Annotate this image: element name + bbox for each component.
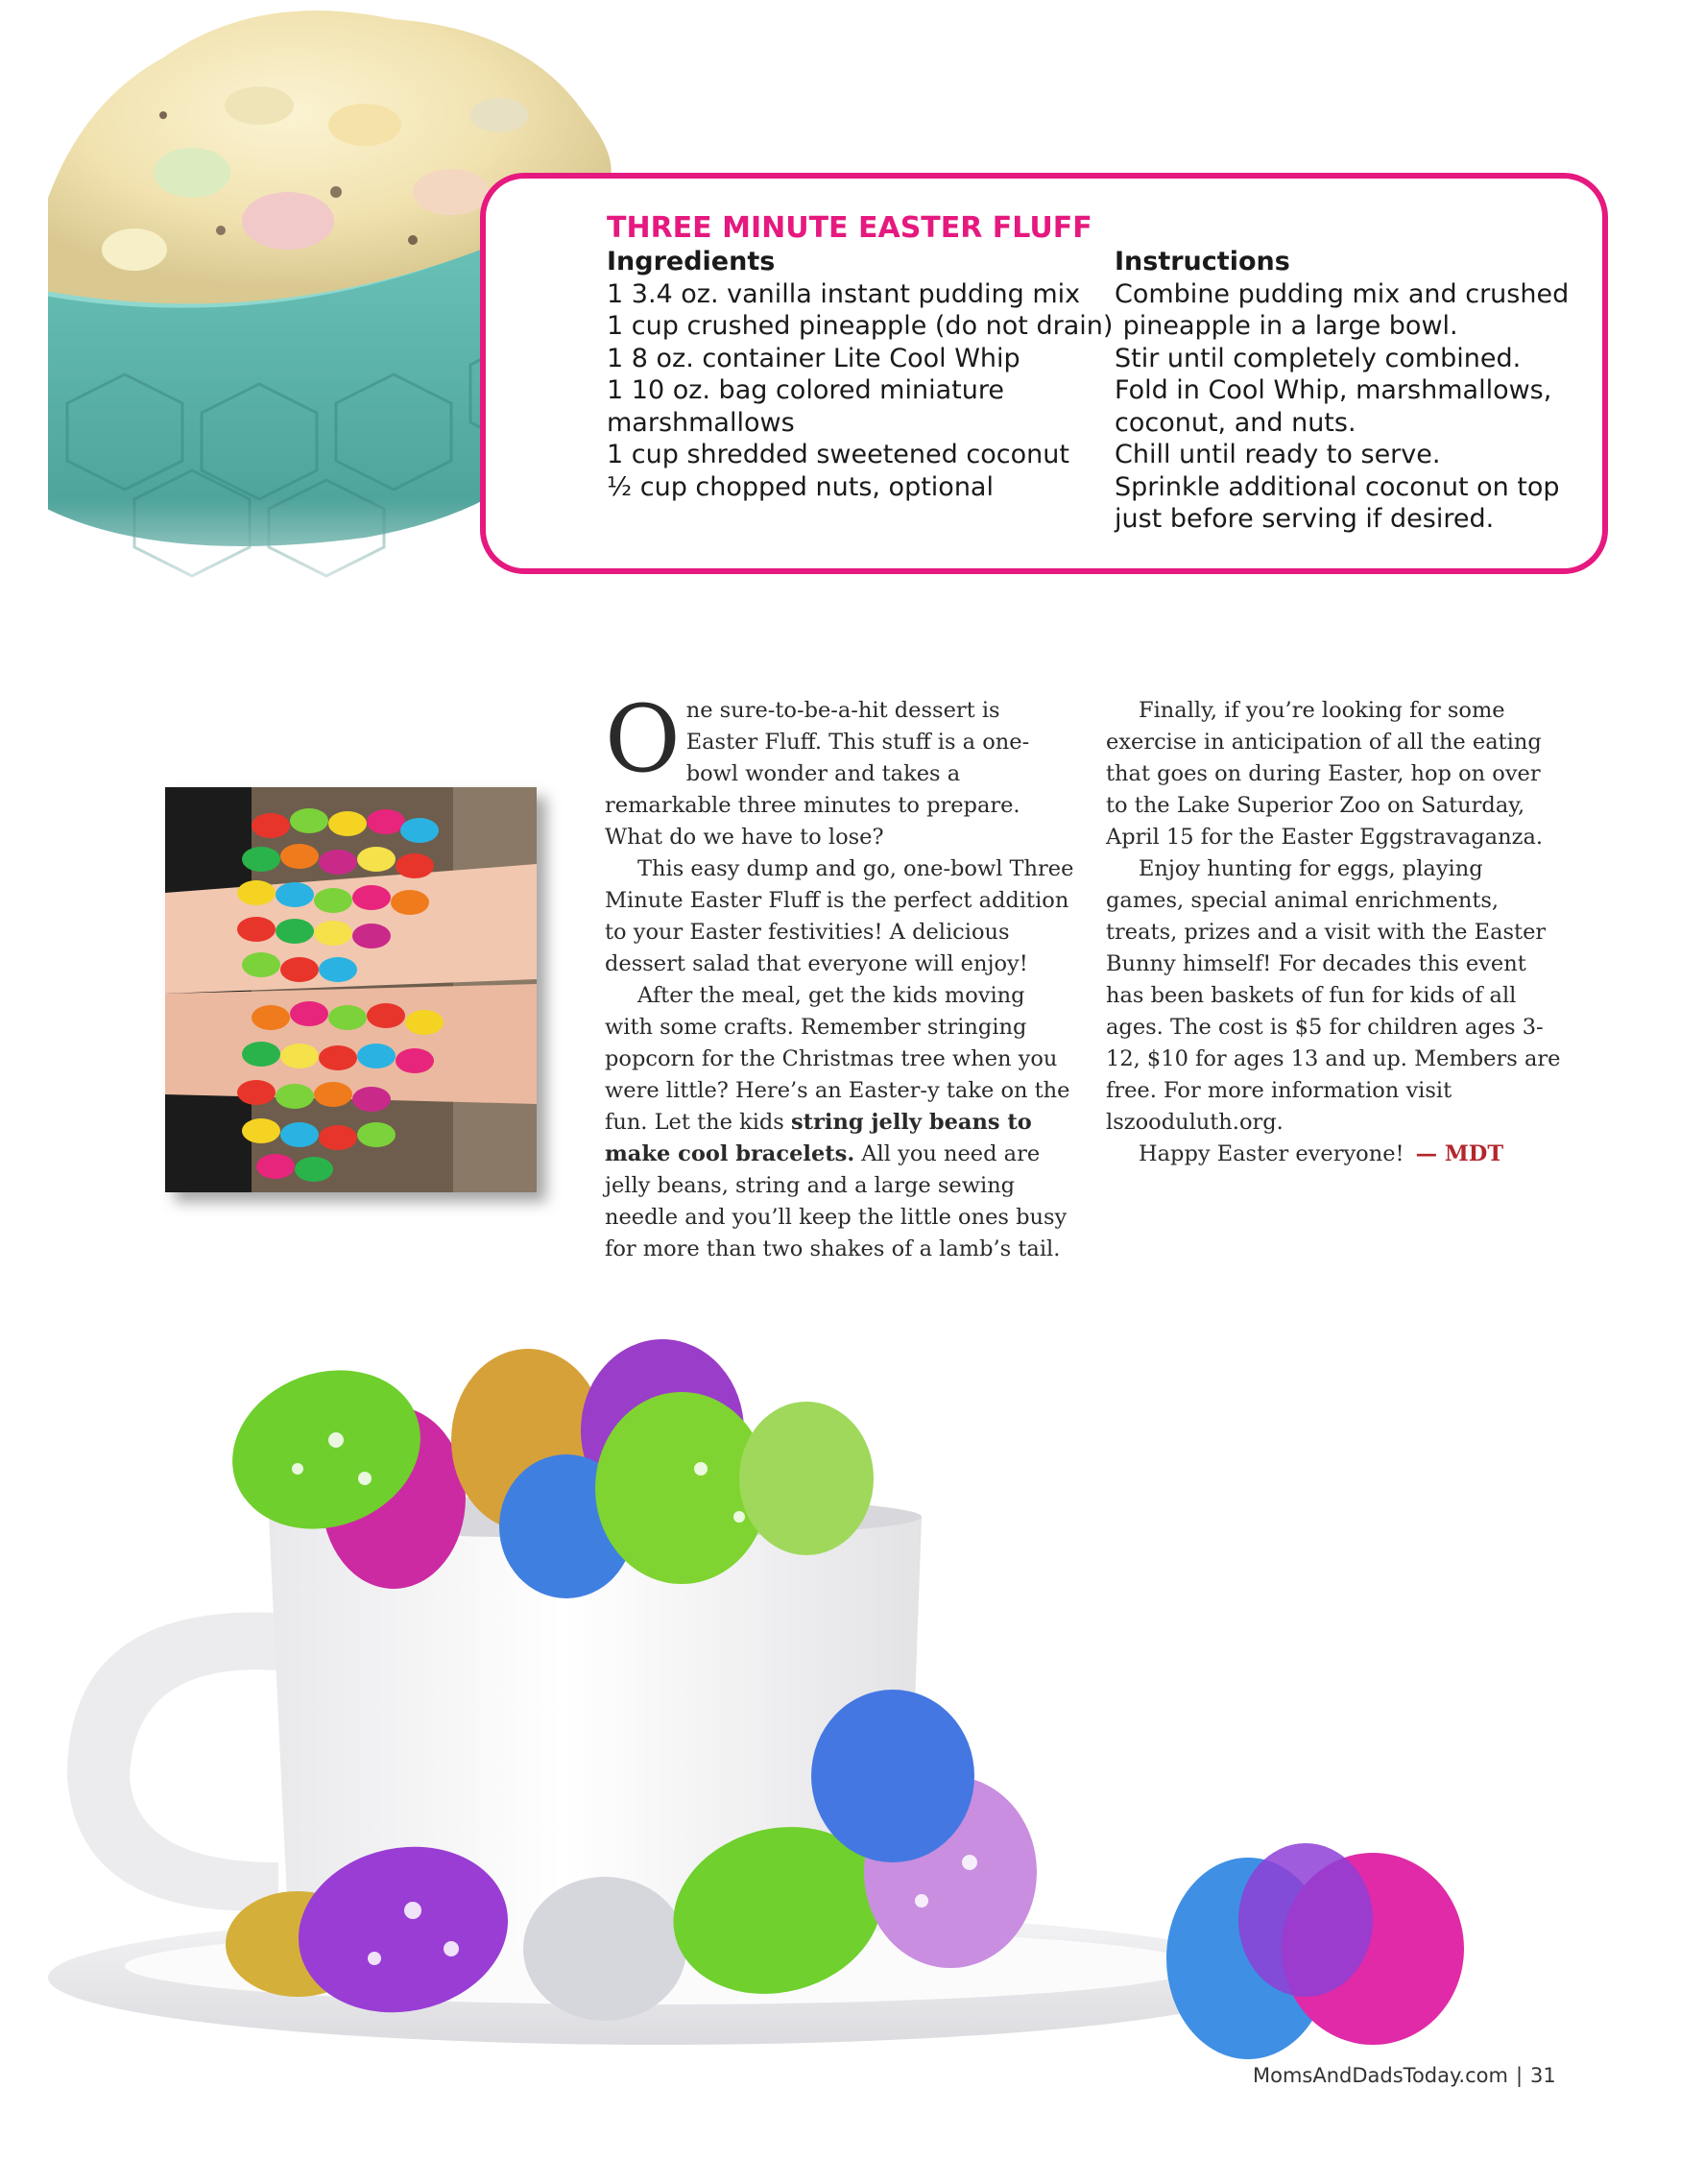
- article-column-2: [1106, 695, 1567, 1170]
- page-number: 31: [1530, 2064, 1556, 2087]
- article-paragraph: This easy dump and go, one-bowl Three Minute Easter Fluff is the perfect addition to your Easter festivities! A delicious dessert salad that everyone will enjoy!: [605, 856, 1074, 976]
- article-paragraph: [605, 685, 1075, 853]
- recipe-title: THREE MINUTE EASTER FLUFF: [607, 211, 1092, 245]
- instructions-heading: Instructions: [1115, 247, 1290, 276]
- ingredient-item: 1 cup crushed pineapple (do not drain): [607, 311, 1114, 341]
- article-paragraph: Enjoy hunting for eggs, playing games, special animal enrichments, treats, prizes and a visit with the Easter Bunny himself! For decades this event has been baskets of fun for kids of all ages. The cost is $5 for children ages 3-12, $10 for ages 13 and up. Members are free. For more information visit lszooduluth.org.: [1106, 856, 1561, 1135]
- ingredients-column: [607, 246, 1114, 503]
- article-paragraph: [605, 980, 1075, 1265]
- ingredient-item: 1 8 oz. container Lite Cool Whip: [607, 343, 1020, 373]
- instruction-line: Stir until completely combined.: [1115, 343, 1522, 373]
- closing-line: Happy Easter everyone!: [1139, 1141, 1404, 1166]
- ingredients-heading: Ingredients: [607, 247, 776, 276]
- easter-eggs-mug-photo: [48, 1325, 1627, 2184]
- jelly-bean-bracelets-photo: [165, 787, 537, 1192]
- article-paragraph: [1106, 1139, 1567, 1170]
- ingredient-item: 1 10 oz. bag colored miniature: [607, 375, 1004, 405]
- instruction-line: Fold in Cool Whip, marshmallows,: [1115, 375, 1552, 405]
- instruction-line: just before serving if desired.: [1115, 504, 1495, 534]
- author-signoff: — MDT: [1415, 1141, 1504, 1166]
- instruction-line: coconut, and nuts.: [1115, 407, 1356, 438]
- drop-cap: O: [605, 685, 681, 793]
- instruction-line: pineapple in a large bowl.: [1115, 311, 1458, 341]
- website-link[interactable]: MomsAndDadsToday.com: [1253, 2064, 1508, 2087]
- ingredient-item: 1 3.4 oz. vanilla instant pudding mix: [607, 278, 1081, 309]
- instruction-line: Combine pudding mix and crushed: [1115, 278, 1570, 309]
- article-paragraph: Finally, if you’re looking for some exercise in anticipation of all the eating that goes on during Easter, hop on over to the Lake Superior Zoo on Saturday, April 15 for the Easter Eggstravaganza.: [1106, 698, 1544, 850]
- paragraph-text: After the meal, get the kids moving with some crafts. Remember stringing popcorn for the Christmas tree when you were little? Here’s an Easter-y take on the fun. Let the kids: [605, 983, 1070, 1135]
- bold-phrase: string jelly beans to make cool bracelets.: [605, 1110, 1032, 1166]
- instruction-line: Sprinkle additional coconut on top: [1115, 471, 1560, 502]
- instruction-line: Chill until ready to serve.: [1115, 440, 1441, 469]
- ingredient-item: 1 cup shredded sweetened coconut: [607, 440, 1069, 469]
- instructions-column: [1115, 246, 1595, 536]
- page-footer: [1253, 2064, 1556, 2087]
- paragraph-text: ne sure-to-be-a-hit dessert is Easter Fluff. This stuff is a one-bowl wonder and takes a remarkable three minutes to prepare. What do we have to lose?: [605, 698, 1030, 850]
- footer-separator: |: [1515, 2064, 1524, 2087]
- ingredient-item: ½ cup chopped nuts, optional: [607, 471, 994, 502]
- article-column-1: [605, 685, 1075, 1265]
- paragraph-text: All you need are jelly beans, string and a large sewing needle and you’ll keep the little ones busy for more than two shakes of a lamb’s tail.: [605, 1141, 1068, 1261]
- ingredient-item: marshmallows: [607, 407, 795, 438]
